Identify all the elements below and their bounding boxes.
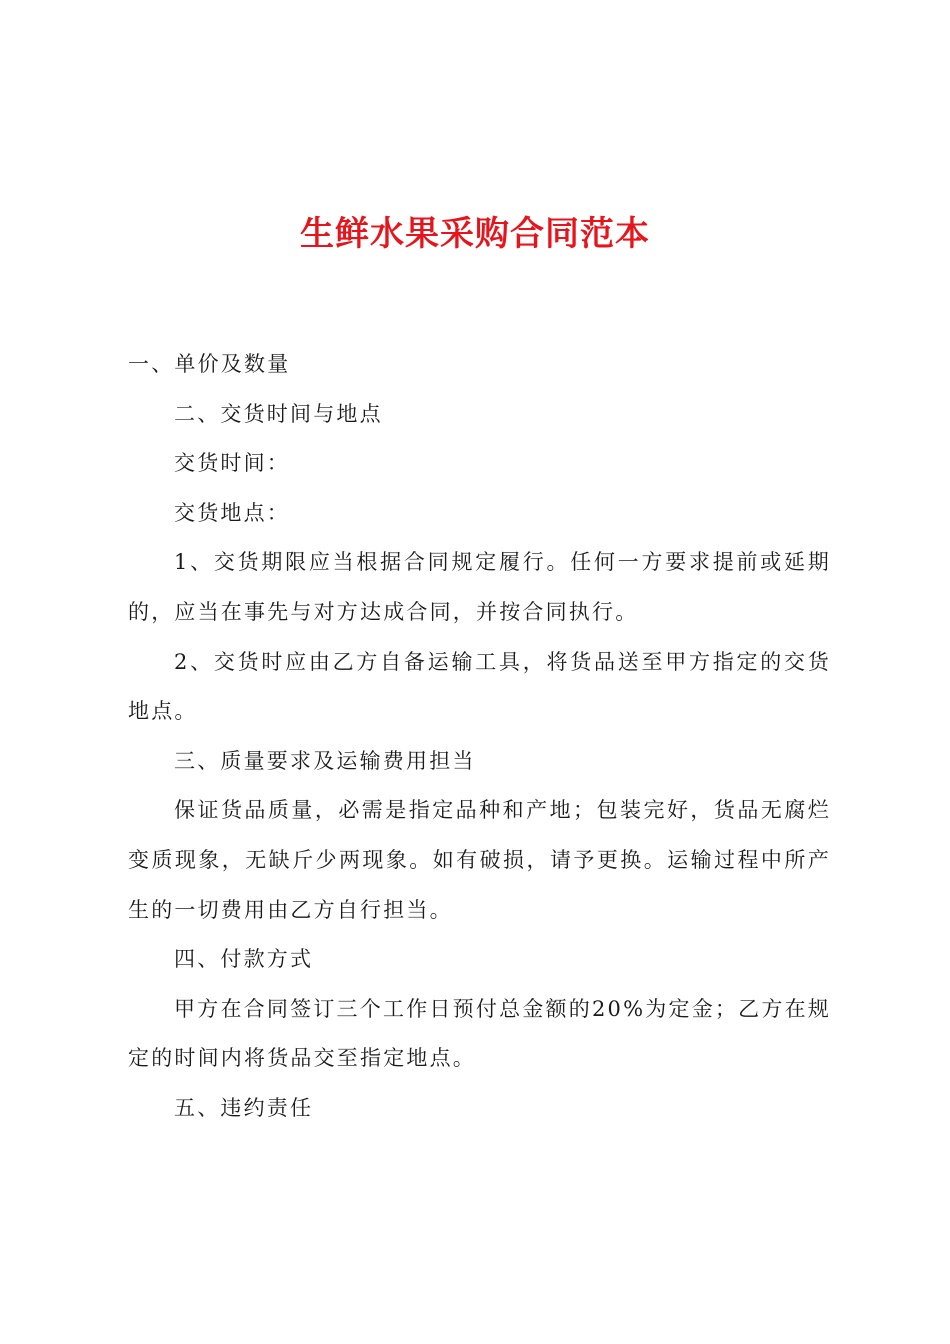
document-title: 生鲜水果采购合同范本 xyxy=(300,214,650,254)
paragraph-section-3-heading: 三、质量要求及运输费用担当 xyxy=(174,748,476,773)
paragraph-delivery-term-2: 2、交货时应由乙方自备运输工具，将货品送至甲方指定的交货地点。 xyxy=(128,649,831,724)
paragraph-quality-requirements: 保证货品质量，必需是指定品种和产地；包装完好，货品无腐烂变质现象，无缺斤少两现象。如有破损，请予更换。运输过程中所产生的一切费用由乙方自行担当。 xyxy=(128,798,831,922)
paragraph-delivery-term-1: 1、交货期限应当根据合同规定履行。任何一方要求提前或延期的，应当在事先与对方达成合同，并按合同执行。 xyxy=(128,550,831,624)
paragraph-section-5-heading: 五、违约责任 xyxy=(174,1095,314,1120)
paragraph-section-1-heading: 一、单价及数量 xyxy=(128,352,291,376)
paragraph-delivery-time: 交货时间： xyxy=(174,451,290,476)
paragraph-section-2-heading: 二、交货时间与地点 xyxy=(174,401,383,426)
paragraph-delivery-place: 交货地点： xyxy=(174,500,290,525)
document-body xyxy=(128,340,831,1134)
paragraph-section-4-heading: 四、付款方式 xyxy=(174,947,314,972)
paragraph-payment-terms: 甲方在合同签订三个工作日预付总金额的20%为定金；乙方在规定的时间内将货品交至指定地点。 xyxy=(128,996,831,1071)
